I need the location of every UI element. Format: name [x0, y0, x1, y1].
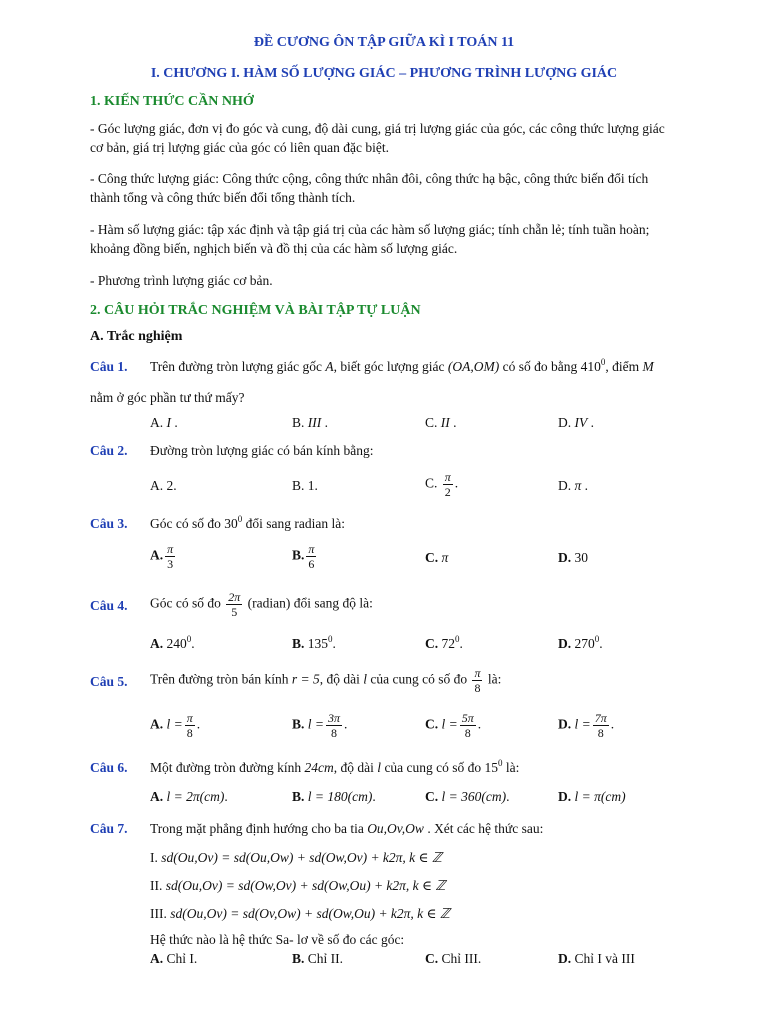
- question-2-text: Đường tròn lượng giác có bán kính bằng:: [150, 443, 374, 458]
- fraction: $\frac{5\pi}{8}$: [461, 711, 474, 740]
- question-1-option-c[interactable]: C. II .: [425, 415, 457, 430]
- question-1-option-b[interactable]: B. III .: [292, 415, 329, 430]
- relation-3: III. sd(Ou,Ov) = sd(Ov,Ow) + sd(Ow,Ou) + k2π, k ∈ ℤ: [150, 906, 450, 921]
- section1-para1-line1: - Góc lượng giác, đơn vị đo góc và cung, độ dài cung, giá trị lượng giác của góc, các công thức lượng giác: [90, 121, 665, 136]
- question-4-option-a[interactable]: A. $240^0$.: [150, 634, 195, 651]
- fraction: $\frac{\pi}{8}$: [474, 666, 481, 695]
- question-7-prompt: Hệ thức nào là hệ thức Sa- lơ về số đo các góc:: [150, 932, 405, 947]
- question-7-label: Câu 7.: [90, 821, 128, 836]
- question-3-option-c[interactable]: C. π: [425, 550, 449, 565]
- fraction: $\frac{2\pi}{5}$: [228, 590, 241, 619]
- question-4-option-c[interactable]: C. $72^0$.: [425, 634, 463, 651]
- question-5-label: Câu 5.: [90, 674, 128, 689]
- question-5-option-b[interactable]: B. l = $\frac{3\pi}{8}$ .: [292, 711, 348, 740]
- section1-heading: 1. KIẾN THỨC CẦN NHỚ: [90, 94, 254, 109]
- question-5-option-c[interactable]: C. l = $\frac{5\pi}{8}$ .: [425, 711, 482, 740]
- fraction: $\frac{\pi}{3}$: [167, 542, 174, 571]
- section1-para3-line2: khoảng đồng biến, nghịch biến và đồ thị của các hàm số lượng giác.: [90, 241, 458, 256]
- question-4-option-b[interactable]: B. $135^0$.: [292, 634, 336, 651]
- question-7-option-d[interactable]: D. Chỉ I và III: [558, 951, 635, 966]
- question-1-text: Trên đường tròn lượng giác gốc A, biết góc lượng giác (OA,OM) có số đo bằng $410^0$, điểm M: [150, 357, 654, 374]
- fraction: $\frac{\pi}{2}$: [444, 470, 451, 499]
- question-2-option-a[interactable]: A. 2.: [150, 478, 177, 493]
- question-3-text: Góc có số đo $30^0$ đổi sang radian là:: [150, 514, 345, 531]
- section2-subheading: A. Trắc nghiệm: [90, 329, 183, 344]
- question-5-option-a[interactable]: A. l = $\frac{\pi}{8}$ .: [150, 711, 201, 740]
- question-2-label: Câu 2.: [90, 443, 128, 458]
- question-4-text: Góc có số đo $\frac{2\pi}{5}$ (radian) đổi sang độ là:: [150, 590, 373, 619]
- relation-2: II. sd(Ou,Ov) = sd(Ow,Ov) + sd(Ow,Ou) + k2π, k ∈ ℤ: [150, 878, 446, 893]
- section2-heading: 2. CÂU HỎI TRẮC NGHIỆM VÀ BÀI TẬP TỰ LUẬN: [90, 303, 421, 318]
- question-3-option-d[interactable]: D. 30: [558, 550, 588, 565]
- chapter-title: I. CHƯƠNG I. HÀM SỐ LƯỢNG GIÁC – PHƯƠNG TRÌNH LƯỢNG GIÁC: [150, 66, 618, 81]
- question-6-option-c[interactable]: C. l = 360(cm).: [425, 789, 510, 804]
- section1-para3-line1: - Hàm số lượng giác: tập xác định và tập giá trị của các hàm số lượng giác; tính chẵn lẻ; tính tuần hoàn;: [90, 222, 650, 237]
- document-title: ĐỀ CƯƠNG ÔN TẬP GIỮA KÌ I TOÁN 11: [253, 35, 515, 50]
- question-7-text: Trong mặt phẳng định hướng cho ba tia Ou,Ov,Ow . Xét các hệ thức sau:: [150, 821, 544, 836]
- question-3-option-a[interactable]: A. $\frac{\pi}{3}$: [150, 542, 174, 571]
- section1-para4: - Phương trình lượng giác cơ bản.: [90, 273, 273, 288]
- question-7-option-a[interactable]: A. Chỉ I.: [150, 951, 198, 966]
- question-1-option-d[interactable]: D. IV .: [558, 415, 594, 430]
- question-3-option-b[interactable]: B. $\frac{\pi}{6}$: [292, 542, 315, 571]
- question-1-text-line2: nằm ở góc phần tư thứ mấy?: [90, 390, 245, 405]
- relation-1: I. sd(Ou,Ov) = sd(Ou,Ow) + sd(Ow,Ov) + k2π, k ∈ ℤ: [150, 850, 442, 865]
- question-5-option-d[interactable]: D. l = $\frac{7\pi}{8}$ .: [558, 711, 615, 740]
- fraction: $\frac{\pi}{8}$: [186, 711, 193, 740]
- question-6-option-a[interactable]: A. l = 2π(cm).: [150, 789, 228, 804]
- question-6-label: Câu 6.: [90, 760, 128, 775]
- question-2-option-c[interactable]: C. $\frac{\pi}{2}$ .: [425, 470, 459, 499]
- fraction: $\frac{7\pi}{8}$: [594, 711, 607, 740]
- question-5-text: Trên đường tròn bán kính r = 5, độ dài l của cung có số đo $\frac{\pi}{8}$ là:: [150, 666, 502, 695]
- section1-para1-line2: cơ bản, giá trị lượng giác của góc có liên quan đặc biệt.: [90, 140, 389, 155]
- question-3-label: Câu 3.: [90, 516, 128, 531]
- question-1-label: Câu 1.: [90, 359, 128, 374]
- section1-para2-line2: thành tổng và công thức biến đổi tổng thành tích.: [90, 190, 356, 205]
- fraction: $\frac{3\pi}{8}$: [328, 711, 341, 740]
- question-2-option-d[interactable]: D. π .: [558, 478, 589, 493]
- question-6-option-b[interactable]: B. l = 180(cm).: [292, 789, 376, 804]
- section1-para2-line1: - Công thức lượng giác: Công thức cộng, công thức nhân đôi, công thức hạ bậc, công thức biến đổi tích: [90, 171, 649, 186]
- question-6-option-d[interactable]: D. l = π(cm): [558, 789, 626, 804]
- question-6-text: Một đường tròn đường kính 24cm, độ dài l của cung có số đo $15^0$ là:: [150, 758, 520, 775]
- question-1-option-a[interactable]: A. I .: [150, 415, 178, 430]
- question-4-label: Câu 4.: [90, 598, 128, 613]
- question-7-option-c[interactable]: C. Chỉ III.: [425, 951, 482, 966]
- question-7-option-b[interactable]: B. Chỉ II.: [292, 951, 344, 966]
- question-4-option-d[interactable]: D. $270^0$.: [558, 634, 603, 651]
- fraction: $\frac{\pi}{6}$: [308, 542, 315, 571]
- question-2-option-b[interactable]: B. 1.: [292, 478, 318, 493]
